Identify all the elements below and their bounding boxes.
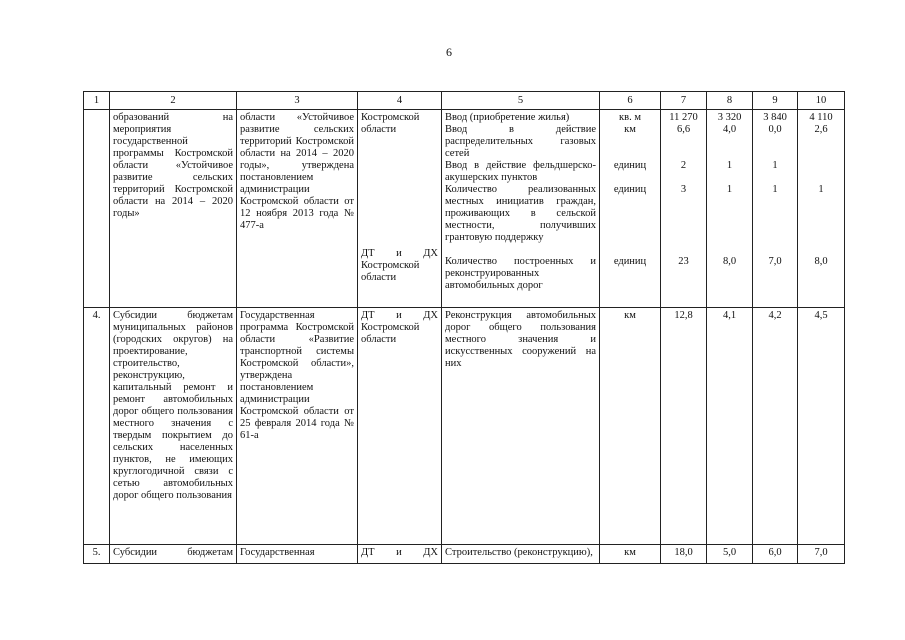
responsible-body: ДТ и ДХ Костромской области [358,308,442,545]
subsidy-description: Субсидии бюджетам муниципальных районов (городских округов) на проектирование, строительство, реконструкцию, капитальный ремонт и ремонт автомобильных дорог общего пользования местного значения с твердым покрытием до сельских населенных пунктов, не имеющих круглогодичной связи с сетью автомобильных дорог общего пользования [110,308,237,545]
header-cell: 10 [798,92,845,110]
header-cell: 5 [442,92,600,110]
header-cell: 1 [84,92,110,110]
responsible-body: ДТ и ДХ [358,545,442,564]
program-reference: Государственная [237,545,358,564]
indicator-unit: км [600,308,661,545]
indicator-name: Ввод в действие фельдшерско-акушерских пунктов [445,160,596,183]
indicator-value: 1 [772,184,778,195]
indicator-name: Ввод (приобретение жилья) [445,112,570,123]
indicator-value: 4,2 [753,308,798,545]
indicator-value: 2 [680,160,687,171]
indicator-name: Строительство (реконструкцию), [442,545,600,564]
indicator-value: 12,8 [661,308,707,545]
page-number: 6 [446,45,452,59]
subsidy-description: образований на мероприятия государственной программы Костромской области «Устойчивое развитие сельских территорий Костромской области на 2014 – 2020 годы» [110,110,237,308]
indicator-name: Количество реализованных местных инициатив граждан, проживающих в сельской местности, получивших грантовую поддержку [445,184,596,243]
header-row [84,92,845,110]
header-cell: 6 [600,92,661,110]
row-number [84,110,110,308]
row-number: 4. [84,308,110,545]
indicator-value: 8,0 [722,256,737,267]
indicator-value: 6,6 [676,124,691,135]
indicator-value: 5,0 [707,545,753,564]
responsible-body-cell [358,110,442,308]
indicator-unit: кв. м [619,112,641,123]
indicator-value: 4 110 [809,112,833,123]
indicator-name: Ввод в действие распределительных газовых сетей [445,124,596,159]
header-cell: 2 [110,92,237,110]
row-number: 5. [84,545,110,564]
indicator-name: Реконструкция автомобильных дорог общего пользования местного значения и искусственных сооружений на них [442,308,600,545]
subsidy-description: Субсидии бюджетам [110,545,237,564]
responsible-body: ДТ и ДХ Костромской области [361,248,438,283]
header-cell: 8 [707,92,753,110]
indicator-value: 1 [726,160,733,171]
indicator-value: 4,0 [722,124,737,135]
indicator-name: Количество построенных и реконструированных автомобильных дорог [445,256,596,291]
indicator-unit: единиц [613,184,647,195]
indicator-unit: км [624,124,636,135]
indicator-value: 3 840 [763,112,787,123]
indicator-value: 23 [678,256,689,267]
indicator-unit: км [600,545,661,564]
indicator-value: 11 270 [669,112,698,123]
program-reference: Государственная программа Костромской области «Развитие транспортной системы Костромской области», утверждена постановлением администрации Костромской области от 25 февраля 2014 года № 61-а [237,308,358,545]
program-table [83,91,845,564]
indicator-value: 1 [772,160,778,171]
indicator-value: 3 [680,184,687,195]
indicator-unit: единиц [613,160,647,171]
indicator-value: 8,0 [814,256,828,267]
indicator-value: 6,0 [753,545,798,564]
indicator-value: 1 [726,184,733,195]
header-cell: 7 [661,92,707,110]
indicator-value [801,160,841,172]
indicator-value: 3 320 [717,112,742,123]
indicator-value: 0,0 [768,124,782,135]
indicator-value: 7,0 [768,256,782,267]
indicator-value: 2,6 [814,124,828,135]
table-row [84,545,845,564]
indicator-value: 4,5 [798,308,845,545]
header-cell: 9 [753,92,798,110]
year2-cell [707,110,753,308]
program-reference: области «Устойчивое развитие сельских территорий Костромской области на 2014 – 2020 годы», утверждена постановлением администрации Костромской области от 12 ноября 2013 года № 477-а [237,110,358,308]
header-cell: 3 [237,92,358,110]
header-cell: 4 [358,92,442,110]
indicator-unit: единиц [613,256,647,267]
year3-cell [753,110,798,308]
table-row [84,308,845,545]
responsible-body: Костромской области [361,112,420,135]
indicator-value: 7,0 [798,545,845,564]
table-row [84,110,845,308]
indicator-value: 1 [818,184,824,195]
units-cell [600,110,661,308]
indicator-value: 4,1 [707,308,753,545]
year4-cell [798,110,845,308]
indicator-value: 18,0 [661,545,707,564]
year1-cell [661,110,707,308]
indicators-cell [442,110,600,308]
